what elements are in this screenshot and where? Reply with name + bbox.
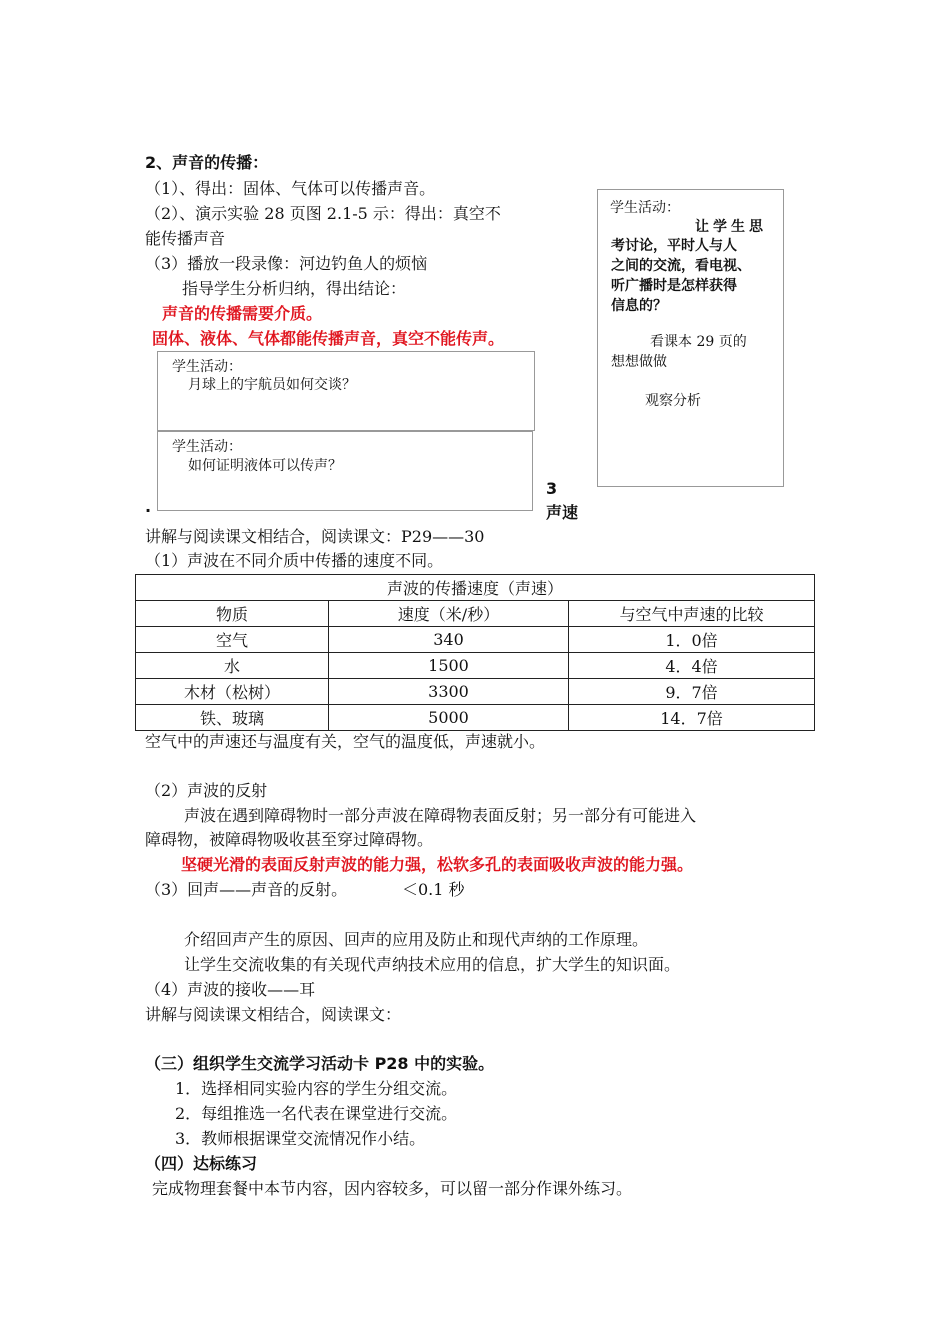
- receive-title: （4）声波的接收——耳: [145, 980, 316, 999]
- part4-title: （四）达标练习: [145, 1154, 258, 1173]
- section2-item2-line2: 能传播声音: [145, 229, 226, 248]
- reflection-title: （2）声波的反射: [145, 781, 268, 800]
- table-header: 物质: [136, 601, 329, 627]
- activity2-label: 学生活动：: [172, 439, 242, 455]
- conclusion-1: 声音的传播需要介质。: [162, 304, 323, 323]
- table-cell: 3300: [329, 679, 569, 705]
- sidebar-label: 学生活动：: [610, 200, 680, 216]
- activity1-question: 月球上的宇航员如何交谈？: [188, 377, 356, 393]
- activity1-label: 学生活动：: [172, 359, 242, 375]
- section2-guide: 指导学生分析归纳，得出结论：: [182, 279, 407, 298]
- sidebar-line4: 听广播时是怎样获得: [611, 278, 737, 294]
- section3-title: 声速: [546, 503, 579, 522]
- part3-title: （三）组织学生交流学习活动卡 P28 中的实验。: [145, 1054, 495, 1073]
- section3-intro: 讲解与阅读课文相结合，阅读课文：P29——30: [145, 527, 485, 546]
- echo-time: ＜0.1 秒: [402, 880, 465, 899]
- sidebar-read1: 看课本 29 页的: [650, 334, 747, 350]
- table-row: [136, 705, 815, 731]
- table-cell: 水: [136, 653, 329, 679]
- sound-speed-table: [135, 574, 815, 731]
- reflection-text2: 障碍物，被障碍物吸收甚至穿过障碍物。: [145, 830, 434, 849]
- table-cell: 5000: [329, 705, 569, 731]
- sidebar-observe: 观察分析: [645, 393, 701, 409]
- table-cell: 4．4倍: [569, 653, 815, 679]
- part3-item: 3．教师根据课堂交流情况作小结。: [175, 1129, 426, 1148]
- table-cell: 9．7倍: [569, 679, 815, 705]
- activity2-question: 如何证明液体可以传声？: [188, 458, 342, 474]
- section2-item1: （1）、得出：固体、气体可以传播声音。: [145, 179, 436, 198]
- sidebar-read2: 想想做做: [611, 354, 667, 370]
- sidebar-line5: 信息的？: [611, 298, 667, 314]
- part3-item: 2．每组推选一名代表在课堂进行交流。: [175, 1104, 458, 1123]
- table-caption: 声波的传播速度（声速）: [136, 575, 815, 601]
- table-cell: 木材（松树）: [136, 679, 329, 705]
- table-header: 速度（米/秒）: [329, 601, 569, 627]
- receive-text: 讲解与阅读课文相结合，阅读课文：: [145, 1005, 402, 1024]
- sidebar-line3: 之间的交流，看电视、: [611, 258, 751, 274]
- section2-item3: （3）播放一段录像：河边钓鱼人的烦恼: [145, 254, 428, 273]
- sidebar-line2: 考讨论，平时人与人: [611, 238, 737, 254]
- echo-text2: 让学生交流收集的有关现代声纳技术应用的信息，扩大学生的知识面。: [184, 955, 681, 974]
- echo-title: （3）回声——声音的反射。: [145, 880, 348, 899]
- table-cell: 铁、玻璃: [136, 705, 329, 731]
- table-header: 与空气中声速的比较: [569, 601, 815, 627]
- section3-item1: （1）声波在不同介质中传播的速度不同。: [145, 551, 444, 570]
- table-cell: 1．0倍: [569, 627, 815, 653]
- part3-item: 1．选择相同实验内容的学生分组交流。: [175, 1079, 458, 1098]
- reflection-highlight: 坚硬光滑的表面反射声波的能力强，松软多孔的表面吸收声波的能力强。: [181, 855, 694, 874]
- sidebar-line1: 让学生思: [695, 219, 767, 235]
- conclusion-2: 固体、液体、气体都能传播声音，真空不能传声。: [152, 329, 505, 348]
- table-row: [136, 627, 815, 653]
- table-cell: 14．7倍: [569, 705, 815, 731]
- reflection-text1: 声波在遇到障碍物时一部分声波在障碍物表面反射；另一部分有可能进入: [184, 806, 697, 825]
- section2-item2-line1: （2）、演示实验 28 页图 2.1-5 示：得出：真空不: [145, 204, 501, 223]
- temperature-note: 空气中的声速还与温度有关，空气的温度低，声速就小。: [145, 732, 546, 751]
- section3-dot: .: [145, 497, 152, 516]
- section2-title: 2、声音的传播：: [145, 153, 269, 172]
- table-cell: 340: [329, 627, 569, 653]
- table-row: [136, 679, 815, 705]
- section3-number: 3: [546, 479, 558, 498]
- table-row: [136, 653, 815, 679]
- part4-text: 完成物理套餐中本节内容，因内容较多，可以留一部分作课外练习。: [152, 1179, 633, 1198]
- table-cell: 1500: [329, 653, 569, 679]
- table-cell: 空气: [136, 627, 329, 653]
- echo-text1: 介绍回声产生的原因、回声的应用及防止和现代声纳的工作原理。: [184, 930, 649, 949]
